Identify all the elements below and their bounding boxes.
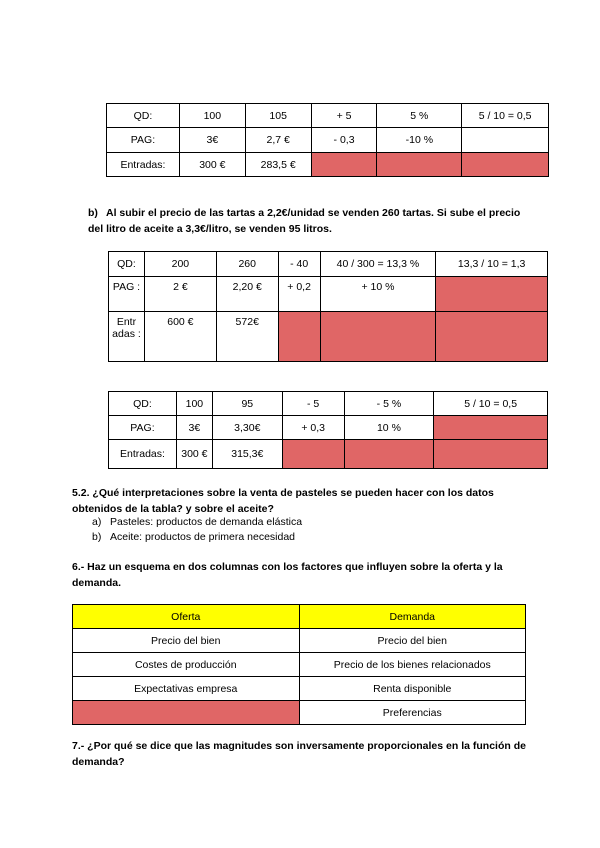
cell: PAG: [109, 416, 177, 440]
cell: 100 [176, 392, 212, 416]
cell: Precio del bien [299, 629, 526, 653]
table-header-row [73, 605, 526, 629]
table-row [107, 104, 549, 128]
cell: Renta disponible [299, 677, 526, 701]
highlight-cell [320, 312, 436, 362]
cell: Entradas: [107, 153, 180, 177]
table-row [73, 701, 526, 725]
table-row [73, 653, 526, 677]
cell: 2,20 € [216, 277, 278, 312]
cell: Entr adas : [109, 312, 145, 362]
highlight-cell [344, 440, 434, 469]
cell: + 0,3 [282, 416, 344, 440]
cell: 5 % [377, 104, 462, 128]
table-elasticity-3 [108, 391, 548, 469]
cell: Entradas: [109, 440, 177, 469]
cell: 300 € [176, 440, 212, 469]
cell: - 5 [282, 392, 344, 416]
list-marker: b) [92, 531, 102, 543]
table-row [109, 312, 548, 362]
cell: Costes de producción [73, 653, 300, 677]
cell: 260 [216, 252, 278, 277]
cell: 300 € [179, 153, 245, 177]
table-row [107, 153, 549, 177]
cell: -10 % [377, 128, 462, 153]
cell: 200 [144, 252, 216, 277]
cell: QD: [109, 252, 145, 277]
cell: + 0,2 [278, 277, 320, 312]
question-b [88, 205, 528, 237]
cell: Precio del bien [73, 629, 300, 653]
cell: 572€ [216, 312, 278, 362]
highlight-cell [436, 312, 548, 362]
cell: 95 [212, 392, 282, 416]
list-item [92, 515, 532, 530]
cell: 3,30€ [212, 416, 282, 440]
question-7: 7.- ¿Por qué se dice que las magnitudes son inversamente proporcionales en la función de demanda? [72, 740, 526, 768]
cell: 13,3 / 10 = 1,3 [436, 252, 548, 277]
answer-list [92, 515, 532, 545]
highlight-cell [434, 416, 548, 440]
table-row [109, 277, 548, 312]
table-elasticity-1 [106, 103, 549, 177]
cell [462, 128, 549, 153]
highlight-cell [434, 440, 548, 469]
column-header-demand: Demanda [299, 605, 526, 629]
cell: 3€ [176, 416, 212, 440]
table-row [73, 629, 526, 653]
list-marker: a) [92, 516, 102, 528]
cell: 2 € [144, 277, 216, 312]
question-5-2: 5.2. ¿Qué interpretaciones sobre la venta de pasteles se pueden hacer con los datos obtenidos de la tabla? y sobre el aceite? [72, 487, 494, 515]
answer-text: Pasteles: productos de demanda elástica [110, 516, 303, 528]
cell: 283,5 € [245, 153, 311, 177]
cell: QD: [109, 392, 177, 416]
table-row [109, 416, 548, 440]
cell: 600 € [144, 312, 216, 362]
highlight-cell [282, 440, 344, 469]
column-header-supply: Oferta [73, 605, 300, 629]
table-row [109, 392, 548, 416]
cell: Expectativas empresa [73, 677, 300, 701]
answer-text: Aceite: productos de primera necesidad [110, 531, 296, 543]
cell: Precio de los bienes relacionados [299, 653, 526, 677]
highlight-cell [436, 277, 548, 312]
table-elasticity-2 [108, 251, 548, 362]
cell: 3€ [179, 128, 245, 153]
cell: - 0,3 [311, 128, 377, 153]
list-item [92, 530, 532, 545]
table-row [109, 440, 548, 469]
cell: - 5 % [344, 392, 434, 416]
question-marker: b) [88, 207, 98, 219]
cell: PAG: [107, 128, 180, 153]
cell: QD: [107, 104, 180, 128]
cell: 5 / 10 = 0,5 [462, 104, 549, 128]
cell: 100 [179, 104, 245, 128]
cell: 105 [245, 104, 311, 128]
cell: Preferencias [299, 701, 526, 725]
highlight-cell [73, 701, 300, 725]
cell: 10 % [344, 416, 434, 440]
cell: 40 / 300 = 13,3 % [320, 252, 436, 277]
cell: 5 / 10 = 0,5 [434, 392, 548, 416]
question-text: Al subir el precio de las tartas a 2,2€/unidad se venden 260 tartas. Si sube el precio del litro de aceite a 3,3€/litro, se venden 95 litros. [88, 207, 521, 235]
cell: PAG : [109, 277, 145, 312]
cell: + 5 [311, 104, 377, 128]
table-row [109, 252, 548, 277]
table-row [107, 128, 549, 153]
cell: 2,7 € [245, 128, 311, 153]
highlight-cell [311, 153, 377, 177]
table-supply-demand [72, 604, 526, 725]
table-row [73, 677, 526, 701]
cell: 315,3€ [212, 440, 282, 469]
question-6: 6.- Haz un esquema en dos columnas con los factores que influyen sobre la oferta y la demanda. [72, 561, 503, 589]
highlight-cell [377, 153, 462, 177]
cell: + 10 % [320, 277, 436, 312]
cell: - 40 [278, 252, 320, 277]
highlight-cell [462, 153, 549, 177]
highlight-cell [278, 312, 320, 362]
